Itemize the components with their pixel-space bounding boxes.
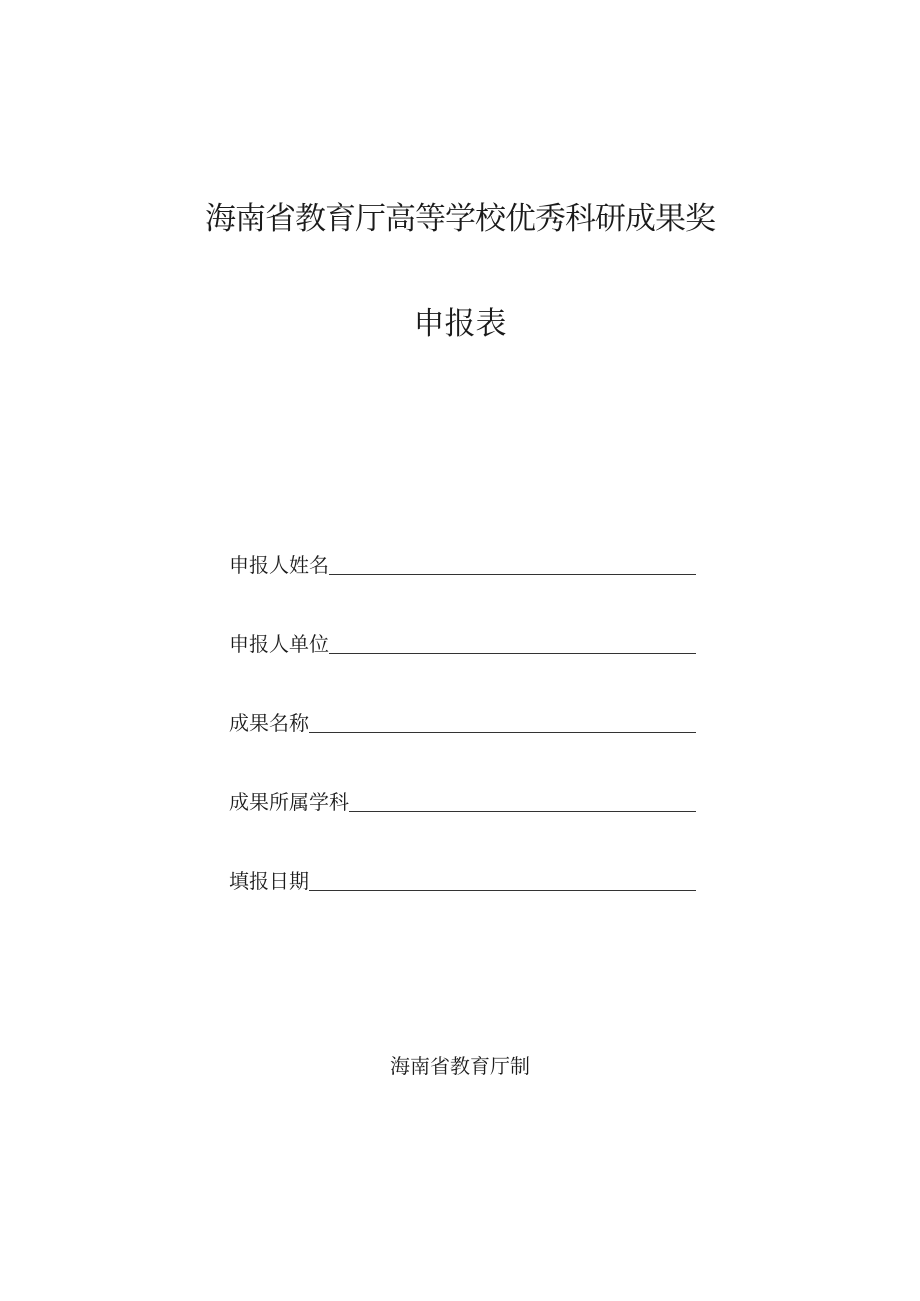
achievement-discipline-field [229, 786, 696, 814]
document-title: 海南省教育厅高等学校优秀科研成果奖 [205, 201, 715, 237]
applicant-name-line[interactable] [329, 574, 696, 575]
applicant-unit-label: 申报人单位 [229, 632, 329, 656]
applicant-name-field [229, 549, 696, 577]
applicant-unit-field [229, 628, 696, 656]
achievement-discipline-line[interactable] [349, 811, 696, 812]
achievement-name-line[interactable] [309, 732, 696, 733]
applicant-name-label: 申报人姓名 [229, 553, 329, 577]
fill-date-field [229, 865, 696, 893]
document-subtitle: 申报表 [413, 306, 507, 342]
issuer-footer: 海南省教育厅制 [390, 1054, 530, 1078]
achievement-name-label: 成果名称 [229, 711, 309, 735]
achievement-discipline-label: 成果所属学科 [229, 790, 349, 814]
fill-date-label: 填报日期 [229, 869, 309, 893]
fill-date-line[interactable] [309, 890, 696, 891]
applicant-unit-line[interactable] [329, 653, 696, 654]
achievement-name-field [229, 707, 696, 735]
